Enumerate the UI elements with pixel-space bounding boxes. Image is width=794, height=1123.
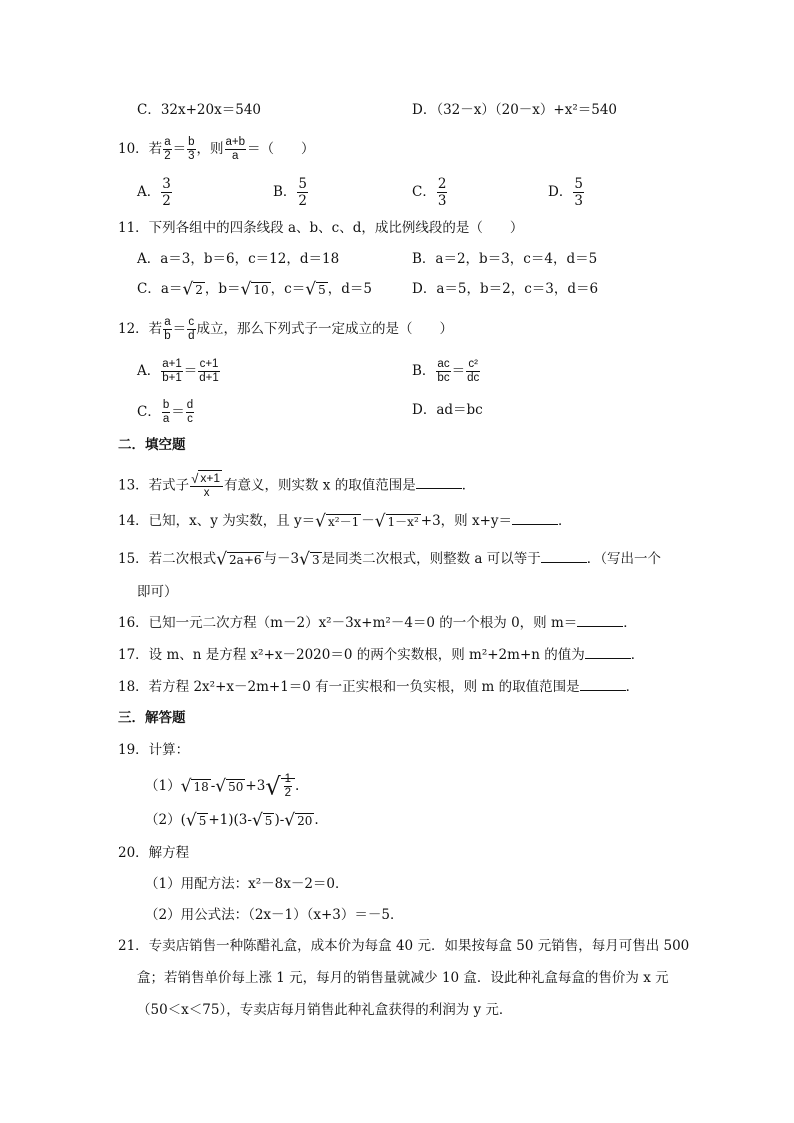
q10-option-c: C． $\frac{2}{3}$	[412, 176, 447, 209]
q21-line3: （50＜x＜75），专卖店每月销售此种礼盒获得的利润为 y 元．	[137, 1002, 513, 1018]
q19-stem: 19．计算：	[118, 742, 190, 758]
fraction: $\frac{a}{2}$	[164, 136, 171, 162]
q19-part1: （1）√ 18 -√ 50 +3√ $\frac{1}{2}$ .	[145, 772, 300, 801]
q10-option-a: A． $\frac{3}{2}$	[137, 176, 171, 209]
q12-option-b: B． $\frac{ac}{bc}$ ＝ $\frac{\text{c²}}{dc}$	[412, 358, 480, 384]
q12-option-c: C． $\frac{b}{a}$ ＝ $\frac{d}{c}$	[137, 399, 194, 425]
fraction: $\frac{b}{3}$	[188, 136, 195, 162]
q15-line1: 15．若二次根式√ 2a+6 与－3√ 3 是同类二次根式，则整数 a 可以等于 ．（写出一个	[118, 549, 661, 570]
answer-blank[interactable]	[512, 512, 558, 525]
q20-part1: （1）用配方法：x²－8x－2＝0．	[145, 876, 349, 892]
q11-option-b: B．a＝2，b＝3，c＝4，d＝5	[412, 251, 598, 267]
q21-line2: 盒；若销售单价每上涨 1 元，每月的销售量就减少 10 盒．设此种礼盒每盒的售价为 x 元	[137, 970, 669, 986]
q12-option-a: A． $\frac{a+1}{b+1}$ ＝ $\frac{c+1}{d+1}$	[137, 358, 219, 384]
q10-option-d: D． $\frac{5}{3}$	[548, 176, 583, 209]
q9-option-d: D．（32－x）（20－x）+x²＝540	[412, 102, 618, 118]
q17: 17．设 m、n 是方程 x²+x－2020＝0 的两个实数根，则 m²+2m+n 的值为 ．	[118, 647, 645, 663]
q10-option-b: B． $\frac{5}{2}$	[273, 176, 308, 209]
q13: 13．若式子 $\frac{√ x+1}{x}$ 有意义，则实数 x 的取值范围是 ．	[118, 471, 476, 499]
q20-part2: （2）用公式法：（2x－1）（x+3）＝－5．	[145, 907, 404, 923]
q10-stem: 10．若 $\frac{a}{2}$ ＝ $\frac{b}{3}$ ，则 $\frac{a+b}{a}$ ＝（ ）	[118, 136, 315, 162]
q11-option-c: C．a＝√ 2 ，b＝√ 10 ，c＝√ 5 ，d＝5	[137, 279, 372, 300]
q11-option-a: A．a＝3，b＝6，c＝12，d＝18	[137, 251, 340, 267]
q21-line1: 21．专卖店销售一种陈醋礼盒，成本价为每盒 40 元．如果按每盒 50 元销售，每月可售出 500	[118, 938, 690, 954]
q9-option-c: C．32x+20x＝540	[137, 102, 261, 118]
section-heading-fill-in: 二．填空题	[118, 437, 186, 453]
section-heading-solutions: 三．解答题	[118, 710, 186, 726]
q11-option-d: D．a＝5，b＝2，c＝3，d＝6	[412, 281, 599, 297]
q12-stem: 12．若 $\frac{a}{b}$ ＝ $\frac{c}{d}$ 成立，那么下列式子一定成立的是（ ）	[118, 316, 453, 342]
fraction: $\frac{a+b}{a}$	[225, 136, 246, 162]
q19-part2: （2）(√ 5 +1)(3-√ 5 )-√ 20 .	[145, 810, 319, 831]
answer-blank[interactable]	[585, 646, 631, 659]
q18: 18．若方程 2x²+x－2m+1＝0 有一正实根和一负实根，则 m 的取值范围是 ．	[118, 679, 640, 695]
answer-blank[interactable]	[577, 614, 623, 627]
answer-blank[interactable]	[541, 550, 587, 563]
answer-blank[interactable]	[416, 476, 462, 489]
q12-option-d: D．ad＝bc	[412, 402, 483, 418]
q14: 14．已知，x、y 为实数，且 y＝√ x²－1 －√ 1－x² +3，则 x+y＝ ．	[118, 511, 572, 532]
q11-stem: 11．下列各组中的四条线段 a、b、c、d，成比例线段的是（ ）	[118, 220, 524, 236]
q15-line2: 即可）	[137, 584, 178, 600]
q16: 16．已知一元二次方程（m－2）x²－3x+m²－4＝0 的一个根为 0，则 m＝ ．	[118, 615, 637, 631]
q20-stem: 20．解方程	[118, 845, 190, 861]
answer-blank[interactable]	[580, 678, 626, 691]
